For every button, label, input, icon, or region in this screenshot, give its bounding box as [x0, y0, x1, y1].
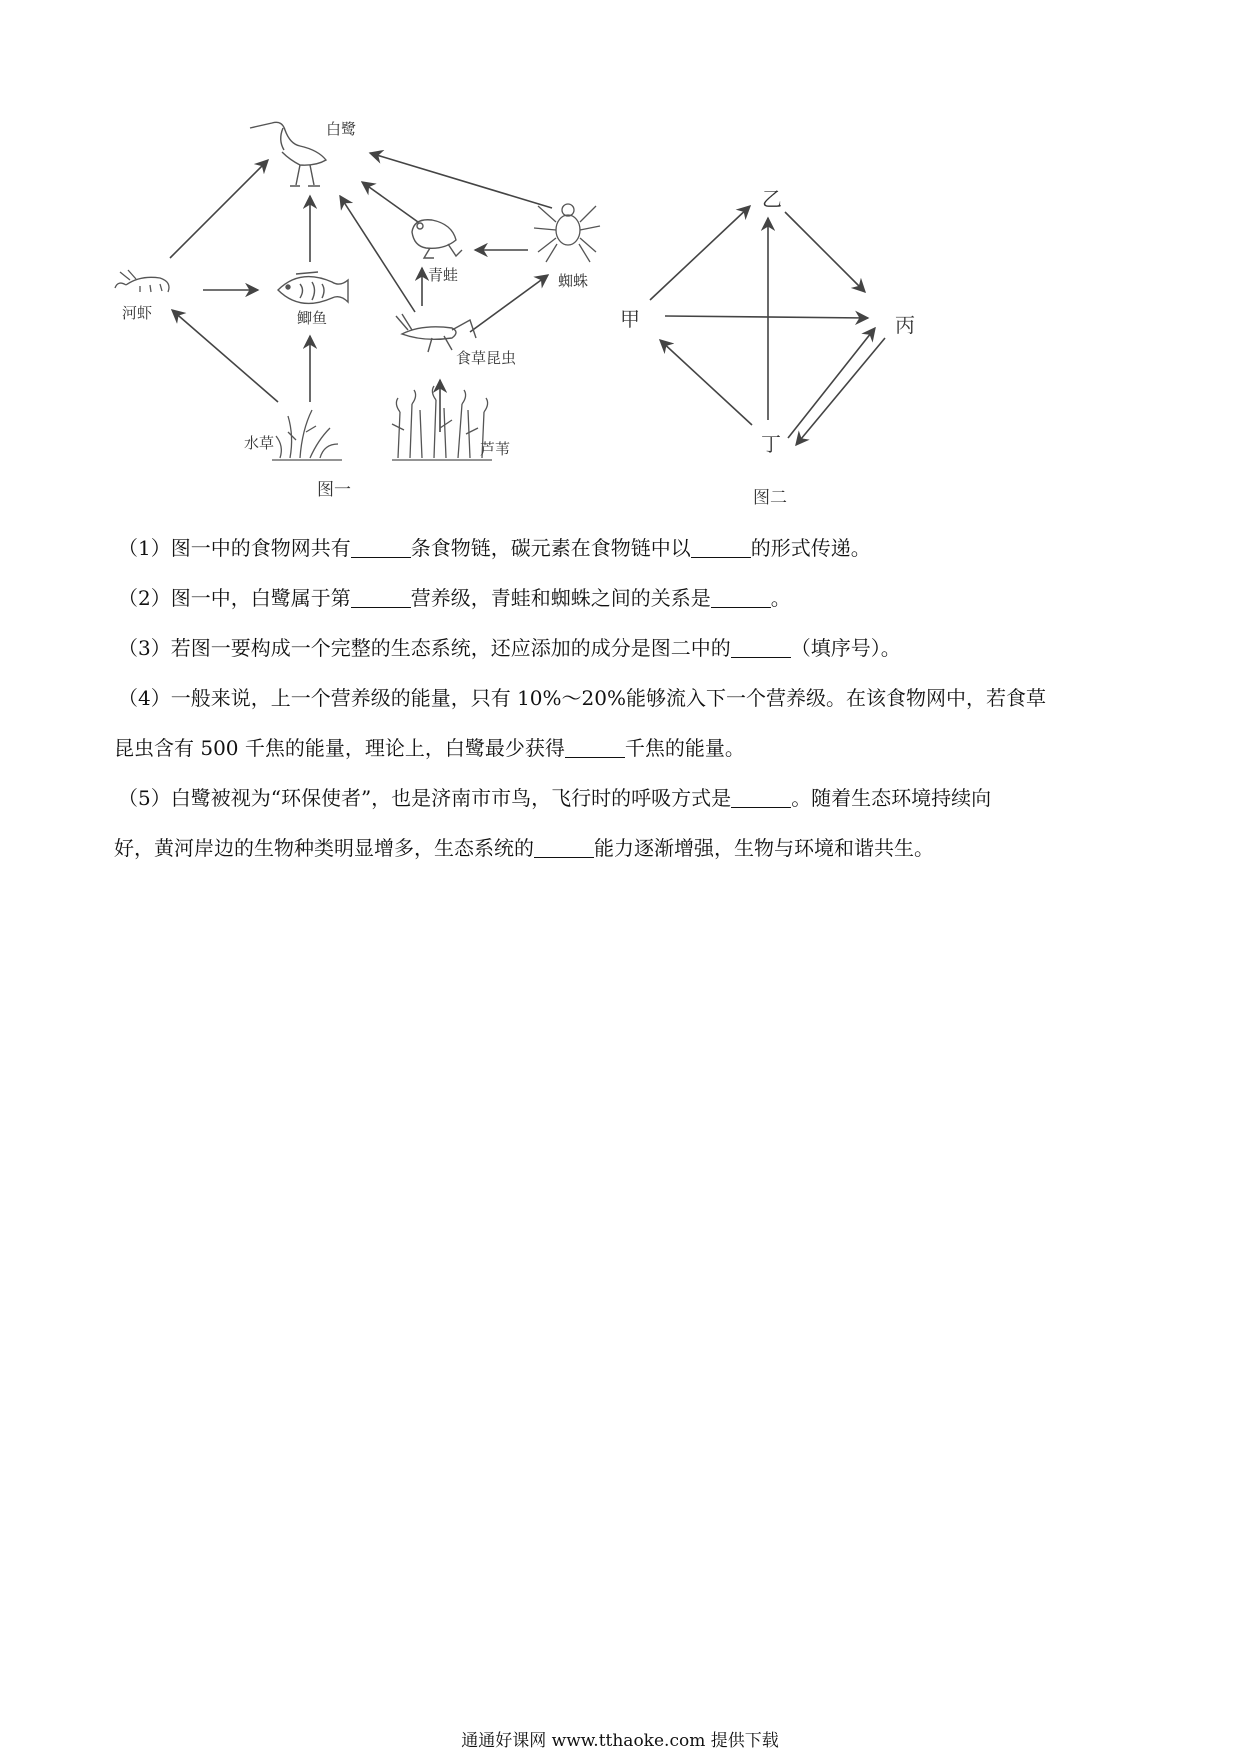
cycle-arrows [650, 206, 885, 445]
question-5-line-2 [114, 834, 1124, 862]
q5-blank-1[interactable] [731, 787, 791, 808]
question-5-line-1 [118, 784, 1128, 812]
q3-text-2: （填序号）。 [790, 636, 901, 660]
shrimp-label: 河虾 [122, 304, 153, 322]
node-ding: 丁 [761, 432, 781, 456]
insect-label: 食草昆虫 [456, 349, 517, 367]
q4-blank-1[interactable] [565, 737, 625, 758]
q5-text-2: 。随着生态环境持续向 [791, 786, 992, 810]
q5-text-4: 能力逐渐增强，生物与环境和谐共生。 [594, 836, 934, 860]
q2-text-3: 。 [770, 586, 791, 610]
q3-text-1: （3）若图一要构成一个完整的生态系统，还应添加的成分是图二中的 [118, 636, 731, 660]
q1-blank-1[interactable] [351, 537, 411, 558]
node-bing: 丙 [895, 313, 915, 337]
page-footer: 通通好课网 www.tthaoke.com 提供下载 [461, 1731, 779, 1751]
node-jia: 甲 [620, 307, 640, 331]
question-4-line-2 [114, 734, 1124, 762]
arrow-jia-bing [665, 316, 868, 318]
arrow-ding-jia [660, 340, 752, 425]
spider-label: 蜘蛛 [558, 272, 589, 290]
q2-blank-2[interactable] [711, 587, 771, 608]
question-1 [118, 534, 1128, 562]
q4-text-2: 昆虫含有 500 千焦的能量，理论上，白鹭最少获得 [114, 736, 565, 760]
q4-text-1: （4）一般来说，上一个营养级的能量，只有 10%～20%能够流入下一个营养级。在该食物网中，若食草 [118, 686, 1046, 710]
arrow-yi-bing [785, 212, 865, 292]
node-yi: 乙 [762, 187, 782, 211]
frog-label: 青蛙 [428, 266, 459, 284]
waterweed-label: 水草 [244, 434, 275, 452]
q4-text-3: 千焦的能量。 [624, 736, 745, 760]
arrow-bing-ding [796, 338, 885, 445]
q1-text-2: 条食物链，碳元素在食物链中以 [410, 536, 691, 560]
arrow-jia-yi [650, 206, 750, 300]
question-4-line-1 [118, 684, 1128, 712]
q5-blank-2[interactable] [534, 837, 594, 858]
figure1-caption: 图一 [317, 480, 351, 500]
q2-blank-1[interactable] [351, 587, 411, 608]
q2-text-1: （2）图一中，白鹭属于第 [118, 586, 351, 610]
q3-blank-1[interactable] [731, 637, 791, 658]
q5-text-1: （5）白鹭被视为“环保使者”，也是济南市市鸟，飞行时的呼吸方式是 [118, 786, 732, 810]
arrow-ding-bing [788, 328, 875, 438]
q2-text-2: 营养级，青蛙和蜘蛛之间的关系是 [410, 586, 711, 610]
crucian-label: 鲫鱼 [297, 309, 328, 327]
q5-text-3: 好，黄河岸边的生物种类明显增多，生态系统的 [114, 836, 534, 860]
reed-label: 芦苇 [480, 440, 511, 458]
figure2-caption: 图二 [753, 488, 787, 508]
carbon-cycle-diagram [0, 0, 1240, 520]
question-2 [118, 584, 1128, 612]
question-3 [118, 634, 1128, 662]
q1-blank-2[interactable] [691, 537, 751, 558]
q1-text-3: 的形式传递。 [750, 536, 871, 560]
q1-text-1: （1）图一中的食物网共有 [118, 536, 351, 560]
egret-label: 白鹭 [326, 120, 357, 138]
